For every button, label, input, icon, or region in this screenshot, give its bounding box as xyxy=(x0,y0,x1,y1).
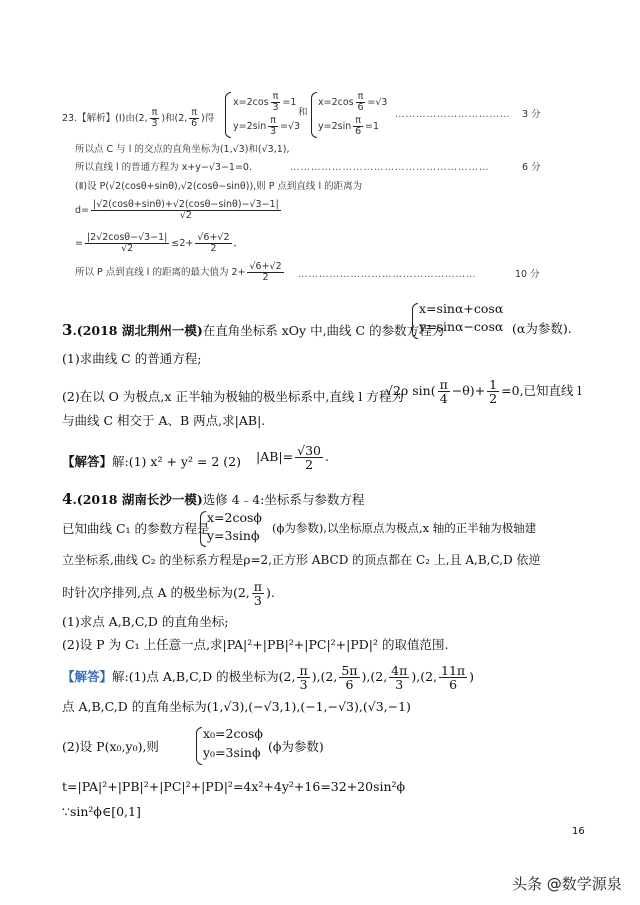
q4-answer2: 点 A,B,C,D 的直角坐标为(1,√3),(−√3,1),(−1,−√3),(√3,−1) xyxy=(62,699,411,714)
q3-answer-ab: |AB|= $\frac{√30}{2}$ . xyxy=(256,443,329,473)
sol23-head: 23.【解析】(Ⅰ)由(2, $\frac{\pi}{3}$ )和(2, $\frac{\pi}{6}$ )得 xyxy=(62,107,215,129)
q4-title: 4.(2018 湖南长沙一模)选修 4﹣4:坐标系与参数方程 xyxy=(62,490,365,508)
q4-answer3a: (2)设 P(x₀,y₀),则 xyxy=(62,739,159,754)
q4-part2: (2)设 P 为 C₁ 上任意一点,求|PA|²+|PB|²+|PC|²+|PD|² 的取值范围. xyxy=(62,637,449,652)
sol23-line2: 所以点 C 与 l 的交点的直角坐标为(1,√3)和(√3,1), xyxy=(75,144,290,155)
sol23-eq-a2: y=2sin $\frac{\pi}{3}$ =√3 xyxy=(233,115,301,137)
q3-eq2: y=sinα−cosα xyxy=(419,319,504,334)
brace xyxy=(196,727,202,765)
brace xyxy=(412,303,418,339)
q4-answer3-eq1: x₀=2cosϕ xyxy=(203,726,263,741)
brace xyxy=(225,92,231,138)
q3-param: (α为参数). xyxy=(512,321,572,336)
sol23-line4: (Ⅱ)设 P(√2(cosθ+sinθ),√2(cosθ−sinθ)),则 P 点到直线 l 的距离为 xyxy=(75,181,363,192)
q4-eq1: x=2cosϕ xyxy=(207,510,262,525)
q4-answer3-eq2: y₀=3sinϕ xyxy=(203,745,261,760)
sol23-max: 所以 P 点到直线 l 的距离的最大值为 2+ $\frac{√6+√2}{2}$ xyxy=(75,261,282,283)
q3-line-equation: √2ρ sin( $\frac{\pi}{4}$ −θ)+ $\frac{1}{2}$ =0,已知直线 l xyxy=(385,377,582,407)
sol23-line3: 所以直线 l 的普通方程为 x+y−√3−1=0. xyxy=(75,162,252,173)
sol23-eq-a1: x=2cos $\frac{\pi}{3}$ =1 xyxy=(233,91,297,113)
q4-line1a: 已知曲线 C₁ 的参数方程是 xyxy=(62,521,210,536)
q4-answer3b: (ϕ为参数) xyxy=(268,739,324,754)
q4-part1: (1)求点 A,B,C,D 的直角坐标; xyxy=(62,614,229,629)
q3-part2a: (2)在以 O 为极点,x 正半轴为极轴的极坐标系中,直线 l 方程为 xyxy=(62,389,404,404)
q4-answer5: ∵sin²ϕ∈[0,1] xyxy=(62,804,141,819)
sol23-bound: = $\frac{|2√2\cos\theta-√3-1|}{√2}$ ≤2+ $\frac{√6+√2}{2}$ , xyxy=(75,232,237,254)
q4-line3: 时针次序排列,点 A 的极坐标为(2, $\frac{\pi}{3}$ ). xyxy=(62,579,275,609)
q4-answer4: t=|PA|²+|PB|²+|PC|²+|PD|²=4x²+4y²+16=32+20sin²ϕ xyxy=(62,779,406,794)
sol23-he: 和 xyxy=(298,107,308,118)
q3-statement: 3.(2018 湖北荆州一模)在直角坐标系 xOy 中,曲线 C 的参数方程为 xyxy=(62,321,445,339)
score-2: 6 分 xyxy=(522,162,541,173)
watermark: 头条 @数学源泉 xyxy=(512,875,622,893)
page-number: 16 xyxy=(572,826,585,837)
dot-leader: …………………………………………… xyxy=(298,269,477,280)
q3-part1: (1)求曲线 C 的普通方程; xyxy=(62,351,202,366)
brace xyxy=(200,511,206,547)
q4-eq2: y=3sinϕ xyxy=(207,528,260,543)
q4-line1b: (ϕ为参数),以坐标原点为极点,x 轴的正半轴为极轴建 xyxy=(272,521,537,535)
q3-part2b: 与曲线 C 相交于 A、B 两点,求|AB|. xyxy=(62,413,266,428)
brace xyxy=(311,92,317,138)
sol23-eq-b1: x=2cos $\frac{\pi}{6}$ =√3 xyxy=(318,91,388,113)
q4-answer1: 【解答】解:(1)点 A,B,C,D 的极坐标为(2, $\frac{\pi}{3}$ ),(2, $\frac{5\pi}{6}$ ),(2, $\frac{4\pi}{3}$ ),(2, $\frac{11\pi}{6}$ ) xyxy=(62,663,475,693)
dot-leader: …………………………… xyxy=(395,109,511,120)
score-3: 10 分 xyxy=(515,269,540,280)
sol23-eq-b2: y=2sin $\frac{\pi}{6}$ =1 xyxy=(318,115,379,137)
q3-eq1: x=sinα+cosα xyxy=(419,301,504,316)
score-1: 3 分 xyxy=(522,109,541,120)
q3-answer: 【解答】解:(1) x² + y² = 2 (2) xyxy=(62,454,242,469)
q4-line2: 立坐标系,曲线 C₂ 的坐标系方程是ρ=2,正方形 ABCD 的顶点都在 C₂ 上,且 A,B,C,D 依逆 xyxy=(62,553,541,567)
dot-leader: ………………………………………………… xyxy=(290,162,490,173)
sol23-distance: d= $\frac{|√2(\cos\theta+\sin\theta)+√2(\cos\theta-\sin\theta)-√3-1|}{√2}$ xyxy=(75,199,279,221)
